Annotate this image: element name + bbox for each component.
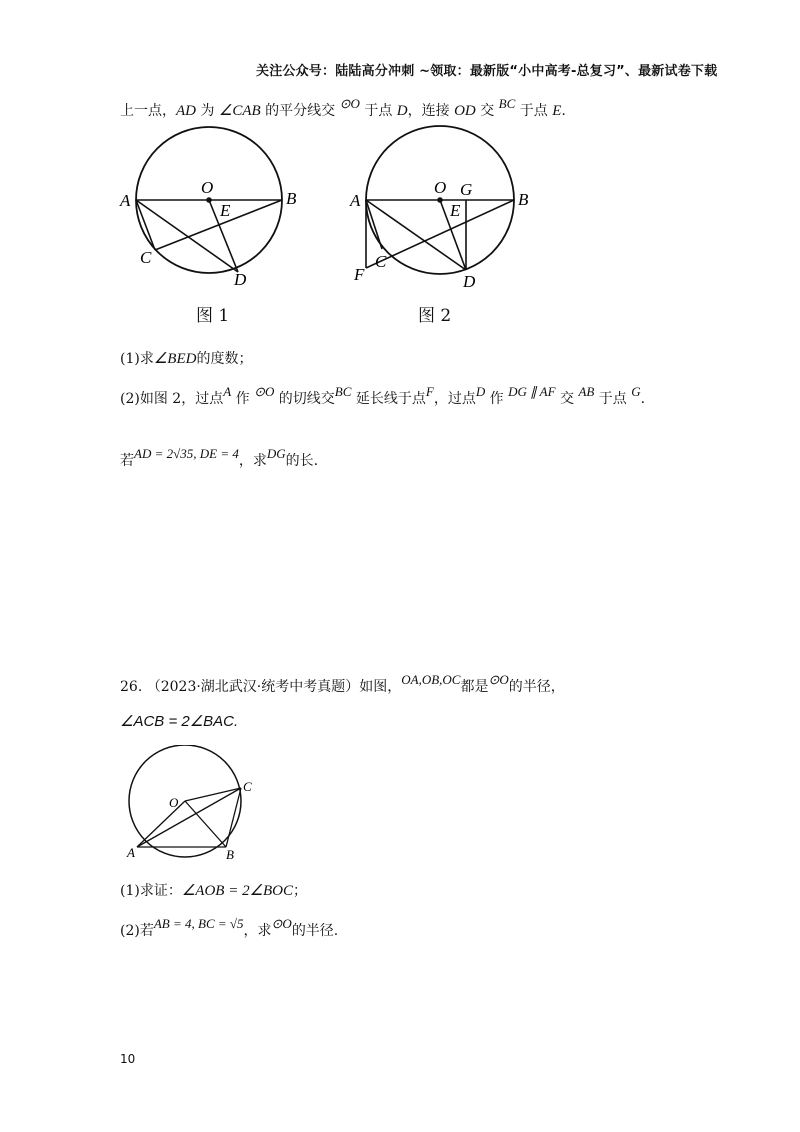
- text: ；: [293, 883, 308, 899]
- fig1-label-A: A: [120, 191, 131, 210]
- fig1-label-O: O: [201, 178, 214, 197]
- math: ∠AOB = 2∠BOC: [181, 883, 294, 899]
- text: ，求: [238, 453, 267, 469]
- text: 的切线交: [274, 391, 335, 407]
- math: ⊙O: [271, 916, 292, 931]
- fig2-label-O: O: [434, 178, 447, 197]
- q25-part1: [120, 348, 252, 368]
- text: 延长线于点: [351, 391, 426, 407]
- math: ⊙O: [488, 672, 509, 687]
- text: .: [234, 713, 239, 730]
- text: 作: [485, 391, 509, 407]
- fig2-label-D: D: [463, 272, 476, 291]
- text: 交: [555, 391, 579, 407]
- math: BC: [334, 384, 352, 399]
- math: AB: [578, 384, 595, 399]
- q26-part1: [120, 880, 307, 900]
- q25-intro-line: [120, 96, 566, 120]
- fig2-segment-AC: [366, 200, 382, 249]
- math: ∠ACB = 2∠BAC: [120, 713, 235, 730]
- q25-part2: [120, 384, 646, 408]
- fig2-point-O: [437, 197, 443, 203]
- math: ∠BED: [153, 351, 197, 367]
- math: DG ∥ AF: [508, 384, 556, 399]
- math: OA,OB,OC: [401, 672, 461, 687]
- fig1-label-C: C: [140, 248, 152, 267]
- figure-2: [338, 125, 548, 300]
- fig2-label-C: C: [375, 252, 387, 271]
- text: 的度数；: [196, 351, 253, 367]
- text: 的长.: [285, 453, 319, 469]
- math: E: [552, 103, 562, 119]
- math: A: [223, 384, 232, 399]
- text: 于点: [359, 103, 397, 119]
- math: ⊙O: [339, 96, 360, 111]
- q26-part2: [120, 916, 339, 940]
- math: DG: [266, 446, 286, 461]
- text: ，过点: [433, 391, 476, 407]
- math: G: [631, 384, 641, 399]
- q26-label-C: C: [243, 779, 252, 794]
- text: 都是: [460, 679, 489, 695]
- text: 的半径.: [291, 923, 339, 939]
- math: D: [475, 384, 486, 399]
- figure-2-caption: 图 2: [418, 306, 452, 326]
- text: ，求: [243, 923, 272, 939]
- q26-label-A: A: [127, 845, 135, 860]
- text: 作: [231, 391, 255, 407]
- math: BC: [498, 96, 516, 111]
- figure-1-caption: 图 1: [196, 306, 230, 326]
- math: AD: [176, 103, 196, 119]
- text: 若: [120, 453, 134, 469]
- text: 交: [475, 103, 499, 119]
- fig2-label-B: B: [518, 190, 529, 209]
- text: 于点: [594, 391, 632, 407]
- question-source: （2023·湖北武汉·统考中考真题）如图，: [146, 679, 402, 695]
- math: OD: [454, 103, 476, 119]
- question-number: 26.: [120, 679, 143, 695]
- figure-q26: [115, 745, 265, 865]
- page-header: 关注公众号：陆陆高分冲刺 ~领取：最新版“小中高考-总复习”、最新试卷下载: [256, 64, 718, 79]
- fig2-segment-FB: [366, 200, 514, 268]
- text: .: [561, 103, 566, 119]
- text: (1)求证：: [120, 883, 182, 899]
- text: .: [640, 391, 646, 407]
- math: ⊙O: [254, 384, 275, 399]
- math: D: [396, 103, 408, 119]
- fig1-label-B: B: [286, 189, 297, 208]
- text: 于点: [515, 103, 553, 119]
- fig1-label-E: E: [220, 201, 231, 220]
- q26-condition: [120, 712, 238, 730]
- q26-segment-OC: [185, 788, 241, 801]
- fig1-label-D: D: [234, 270, 247, 289]
- text: ，连接: [407, 103, 455, 119]
- math: AB = 4, BC = √5: [153, 916, 244, 931]
- q26-label-O: O: [169, 795, 179, 810]
- q26-header: [120, 672, 565, 696]
- text: 的平分线交: [260, 103, 340, 119]
- page-number: 10: [120, 1052, 136, 1066]
- math: AD = 2√35, DE = 4: [134, 446, 239, 461]
- fig2-label-F: F: [354, 265, 365, 284]
- text: 为: [196, 103, 219, 119]
- text: (2)如图 2，过点: [120, 391, 224, 407]
- q26-segment-AC: [137, 788, 241, 847]
- fig2-label-A: A: [350, 191, 361, 210]
- math: F: [425, 384, 434, 399]
- text: (2)若: [120, 923, 154, 939]
- fig1-point-O: [206, 197, 212, 203]
- q26-label-B: B: [226, 847, 234, 862]
- fig2-label-G: G: [460, 180, 473, 199]
- figure-1: [110, 125, 320, 300]
- q25-part3: [120, 446, 319, 470]
- text: 上一点，: [120, 103, 176, 119]
- math: ∠CAB: [218, 103, 261, 119]
- fig2-label-E: E: [450, 201, 461, 220]
- text: 的半径，: [508, 679, 565, 695]
- text: (1)求: [120, 351, 154, 367]
